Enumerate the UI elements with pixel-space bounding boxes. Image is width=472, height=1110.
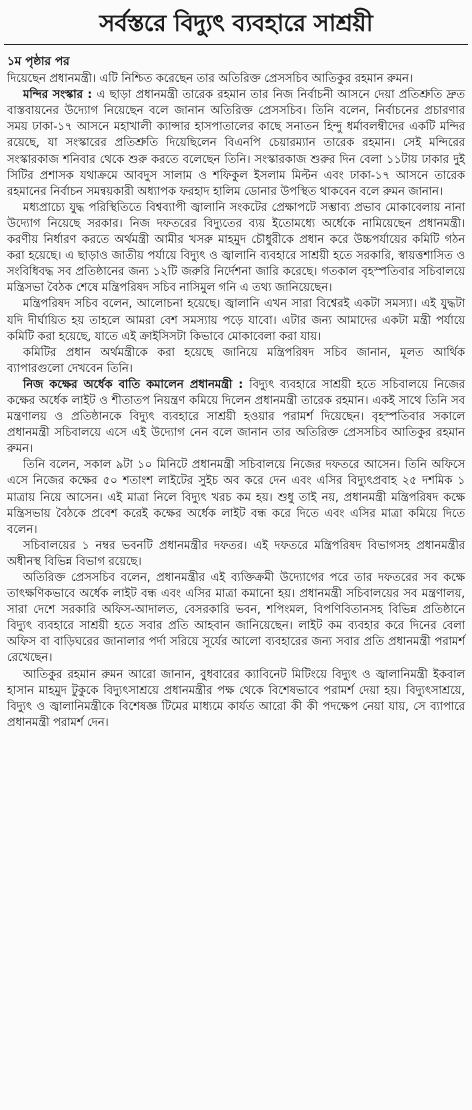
paragraph-text: আতিকুর রহমান রুমন আরো জানান, বুধবারের ক্যাবিনেট মিটিংয়ে বিদ্যুৎ ও জ্বালানিমন্ত্রী ইকবাল হাসান মাহমুদ টুকুকে বিদ্যুৎসাশ্রয়ে প্রধানমন্ত্রীর পক্ষ থেকে বিশেষভাবে পরামর্শ দেয়া হয়। বিদ্যুৎসাশ্রয়ে, বিদ্যুৎ ও জ্বালানিমন্ত্রীকে বিশেষজ্ঞ টিমের মাধ্যমে কার্যত আরো কী কী পদক্ষেপ নেয়া যায়, সে ব্যাপারে প্রধানমন্ত্রী পরামর্শ দেন। xyxy=(7,666,465,729)
paragraph-text: অতিরিক্ত প্রেসসচিব বলেন, প্রধানমন্ত্রীর এই ব্যক্তিক্রমী উদ্যোগের পরে তার দফতরের সব কক্ষে তাৎক্ষণিকভাবে অর্ধেক লাইট বন্ধ এবং এসির মাত্রা কমানো হয়। প্রধানমন্ত্রী সচিবালয়ের সব মন্ত্রণালয়, সারা দেশে সরকারি অফিস-আদালত, বেসরকারি ভবন, শপিংমল, বিপণিবিতানসহ বিভিন্ন প্রতিষ্ঠানে বিদ্যুৎ ব্যবহারে সাশ্রয়ী হতে সবার প্রতি আহবান জানিয়েছেন। লাইট কম ব্যবহার করে দিনের বেলা অফিস বা বাড়িঘরের জানালার পর্দা সরিয়ে সূর্যের আলো ব্যবহারের জন্য সবার প্রতি প্রধানমন্ত্রী পরামর্শ রেখেছেন। xyxy=(7,570,465,665)
paragraph-text: এ ছাড়া প্রধানমন্ত্রী তারেক রহমান তার নিজ নির্বাচনী আসনে দেয়া প্রতিশ্রুতি দ্রুত বাস্তবায়নের উদ্যোগ নিয়েছেন বলে জানান অতিরিক্ত প্রেসসচিব। তিনি বলেন, নির্বাচনের প্রচারণার সময় ঢাকা-১৭ আসনে মহাখালী ক্যান্সার হাসপাতালের কাছে সনাতন হিন্দু ধর্মাবলম্বীদের একটি মন্দির রয়েছে, যা সংস্কারের প্রতিশ্রুতি দিয়েছিলেন বিএনপি চেয়ারম্যান তারেক রহমান। সেই মন্দিরের সংস্কারকাজ শনিবার থেকে শুরু করতে বলেছেন তিনি। সংস্কারকাজ শুরুর দিন বেলা ১১টায় ঢাকার দুই সিটির প্রশাসক যথাক্রমে আবদুস সালাম ও শফিকুল ইসলাম মিল্টন এবং ঢাকা-১৭ আসনে তারেক রহমানের নির্বাচন সমন্বয়কারী অধ্যাপক ফরহাদ হালিম ডোনার উপস্থিত থাকবেন বলে রুমন জানান। xyxy=(7,87,465,198)
article-paragraph xyxy=(7,86,465,199)
article-paragraph xyxy=(7,295,465,343)
paragraph-text: মধ্যপ্রাচ্যে যুদ্ধ পরিস্থিতিতে বিশ্বব্যাপী জ্বালানি সংকটের প্রেক্ষাপটে সম্ভাব্য প্রভাব মোকাবেলায় নানা উদ্যোগ নিয়েছে সরকার। নিজ দফতরের বিদ্যুতের ব্যয় ইতোমধ্যে অর্ধেকে নামিয়েছেন প্রধানমন্ত্রী। করণীয় নির্ধারণ করতে অর্থমন্ত্রী আমীর খসরু মাহমুদ চৌধুরীকে প্রধান করে উচ্চপর্যায়ের কমিটি গঠন করা হয়েছে। এ ছাড়াও জাতীয় পর্যায়ে বিদ্যুৎ ও জ্বালানি ব্যবহারে সাশ্রয়ী হতে সরকারি, স্বায়ত্তশাসিত ও সংবিধিবদ্ধ সব প্রতিষ্ঠানের জন্য ১২টি জরুরি নির্দেশনা জারি করেছে। গতকাল বৃহস্পতিবার সচিবালয়ে মন্ত্রিসভা বৈঠক শেষে মন্ত্রিপরিষদ সচিব নাসিমুল গনি এ তথ্য জানিয়েছেন। xyxy=(7,199,465,295)
paragraph-text: সচিবালয়ের ১ নম্বর ভবনটি প্রধানমন্ত্রীর দফতর। এই দফতরে মন্ত্রিপরিষদ বিভাগসহ প্রধানমন্ত্রীর অধীনস্থ বিভিন্ন বিভাগ রয়েছে। xyxy=(7,537,465,568)
headline: সর্বস্তরে বিদ্যুৎ ব্যবহারে সাশ্রয়ী xyxy=(99,9,373,37)
article-paragraph xyxy=(7,70,465,86)
article-paragraph xyxy=(7,344,465,376)
continued-from-label: ১ম পৃষ্ঠার পর xyxy=(7,54,70,68)
article-body xyxy=(0,45,472,730)
paragraph-subhead: নিজ কক্ষের অর্ধেক বাতি কমালেন প্রধানমন্ত্রী : xyxy=(23,376,250,391)
article-paragraph xyxy=(7,456,465,536)
paragraph-text: কমিটির প্রধান অর্থমন্ত্রীকে করা হয়েছে জানিয়ে মন্ত্রিপরিষদ সচিব জানান, মূলত আর্থিক ব্যাপারগুলো দেখবেন তিনি। xyxy=(7,344,465,375)
paragraph-text: মন্ত্রিপরিষদ সচিব বলেন, আলোচনা হয়েছে। জ্বালানি এখন সারা বিশ্বেরই একটা সমস্যা। এই যুদ্ধটা যদি দীর্ঘায়িত হয় তাহলে আমরা বেশ সমস্যায় পড়ে যাবো। এটার জন্য আমাদের একটা মন্ত্রী পর্যায়ে কমিটি করা হয়েছে, যাতে এই ক্রাইসিসটা কিভাবে মোকাবেলা করা যায়। xyxy=(7,296,465,343)
article-paragraph xyxy=(7,199,465,296)
article-paragraph xyxy=(7,376,465,456)
article-paragraph xyxy=(7,666,465,730)
paragraph-text: দিয়েছেন প্রধানমন্ত্রী। এটি নিশ্চিত করেছেন তার অতিরিক্ত প্রেসসচিব আতিকুর রহমান রুমন। xyxy=(7,71,413,86)
paragraph-text: তিনি বলেন, সকাল ৯টা ১০ মিনিটে প্রধানমন্ত্রী সচিবালয়ে নিজের দফতরে আসেন। তিনি অফিসে এসে নিজের কক্ষের ৫০ শতাংশ লাইটের সুইচ অব করে দেন এবং এসির বিদ্যুৎপ্রবাহ ২৫ দশমিক ১ মাত্রায় নিয়ে আসেন। এই মাত্রা নিলে বিদ্যুৎ খরচ কম হয়। শুধু তাই নয়, প্রধানমন্ত্রী মন্ত্রিপরিষদ কক্ষে মন্ত্রিসভায় বৈঠকে প্রবেশ করেই কক্ষের অর্ধেক লাইট বন্ধ করে দিতে এবং এসির মাত্রা কমিয়ে দিতে বলেন। xyxy=(7,457,465,536)
article-paragraph xyxy=(7,537,465,569)
article-paragraph xyxy=(7,569,465,666)
paragraph-text: বিদ্যুৎ ব্যবহারে সাশ্রয়ী হতে সচিবালয়ে নিজের কক্ষের অর্ধেক লাইট ও শীতাতপ নিয়ন্ত্রণ কমিয়ে দিলেন প্রধানমন্ত্রী তারেক রহমান। একই সাথে তিনি সব মন্ত্রণালয় ও প্রতিষ্ঠানকে বিদ্যুৎ ব্যবহারে সাশ্রয়ী হওয়ার পরামর্শ দিয়েছেন। বৃহস্পতিবার সকালে প্রধানমন্ত্রী সচিবালয়ে এসে এই উদ্যোগ নেন বলে জানান তার অতিরিক্ত প্রেসসচিব আতিকুর রহমান রুমন। xyxy=(7,376,465,456)
paragraph-subhead: মন্দির সংস্কার : xyxy=(23,87,97,102)
